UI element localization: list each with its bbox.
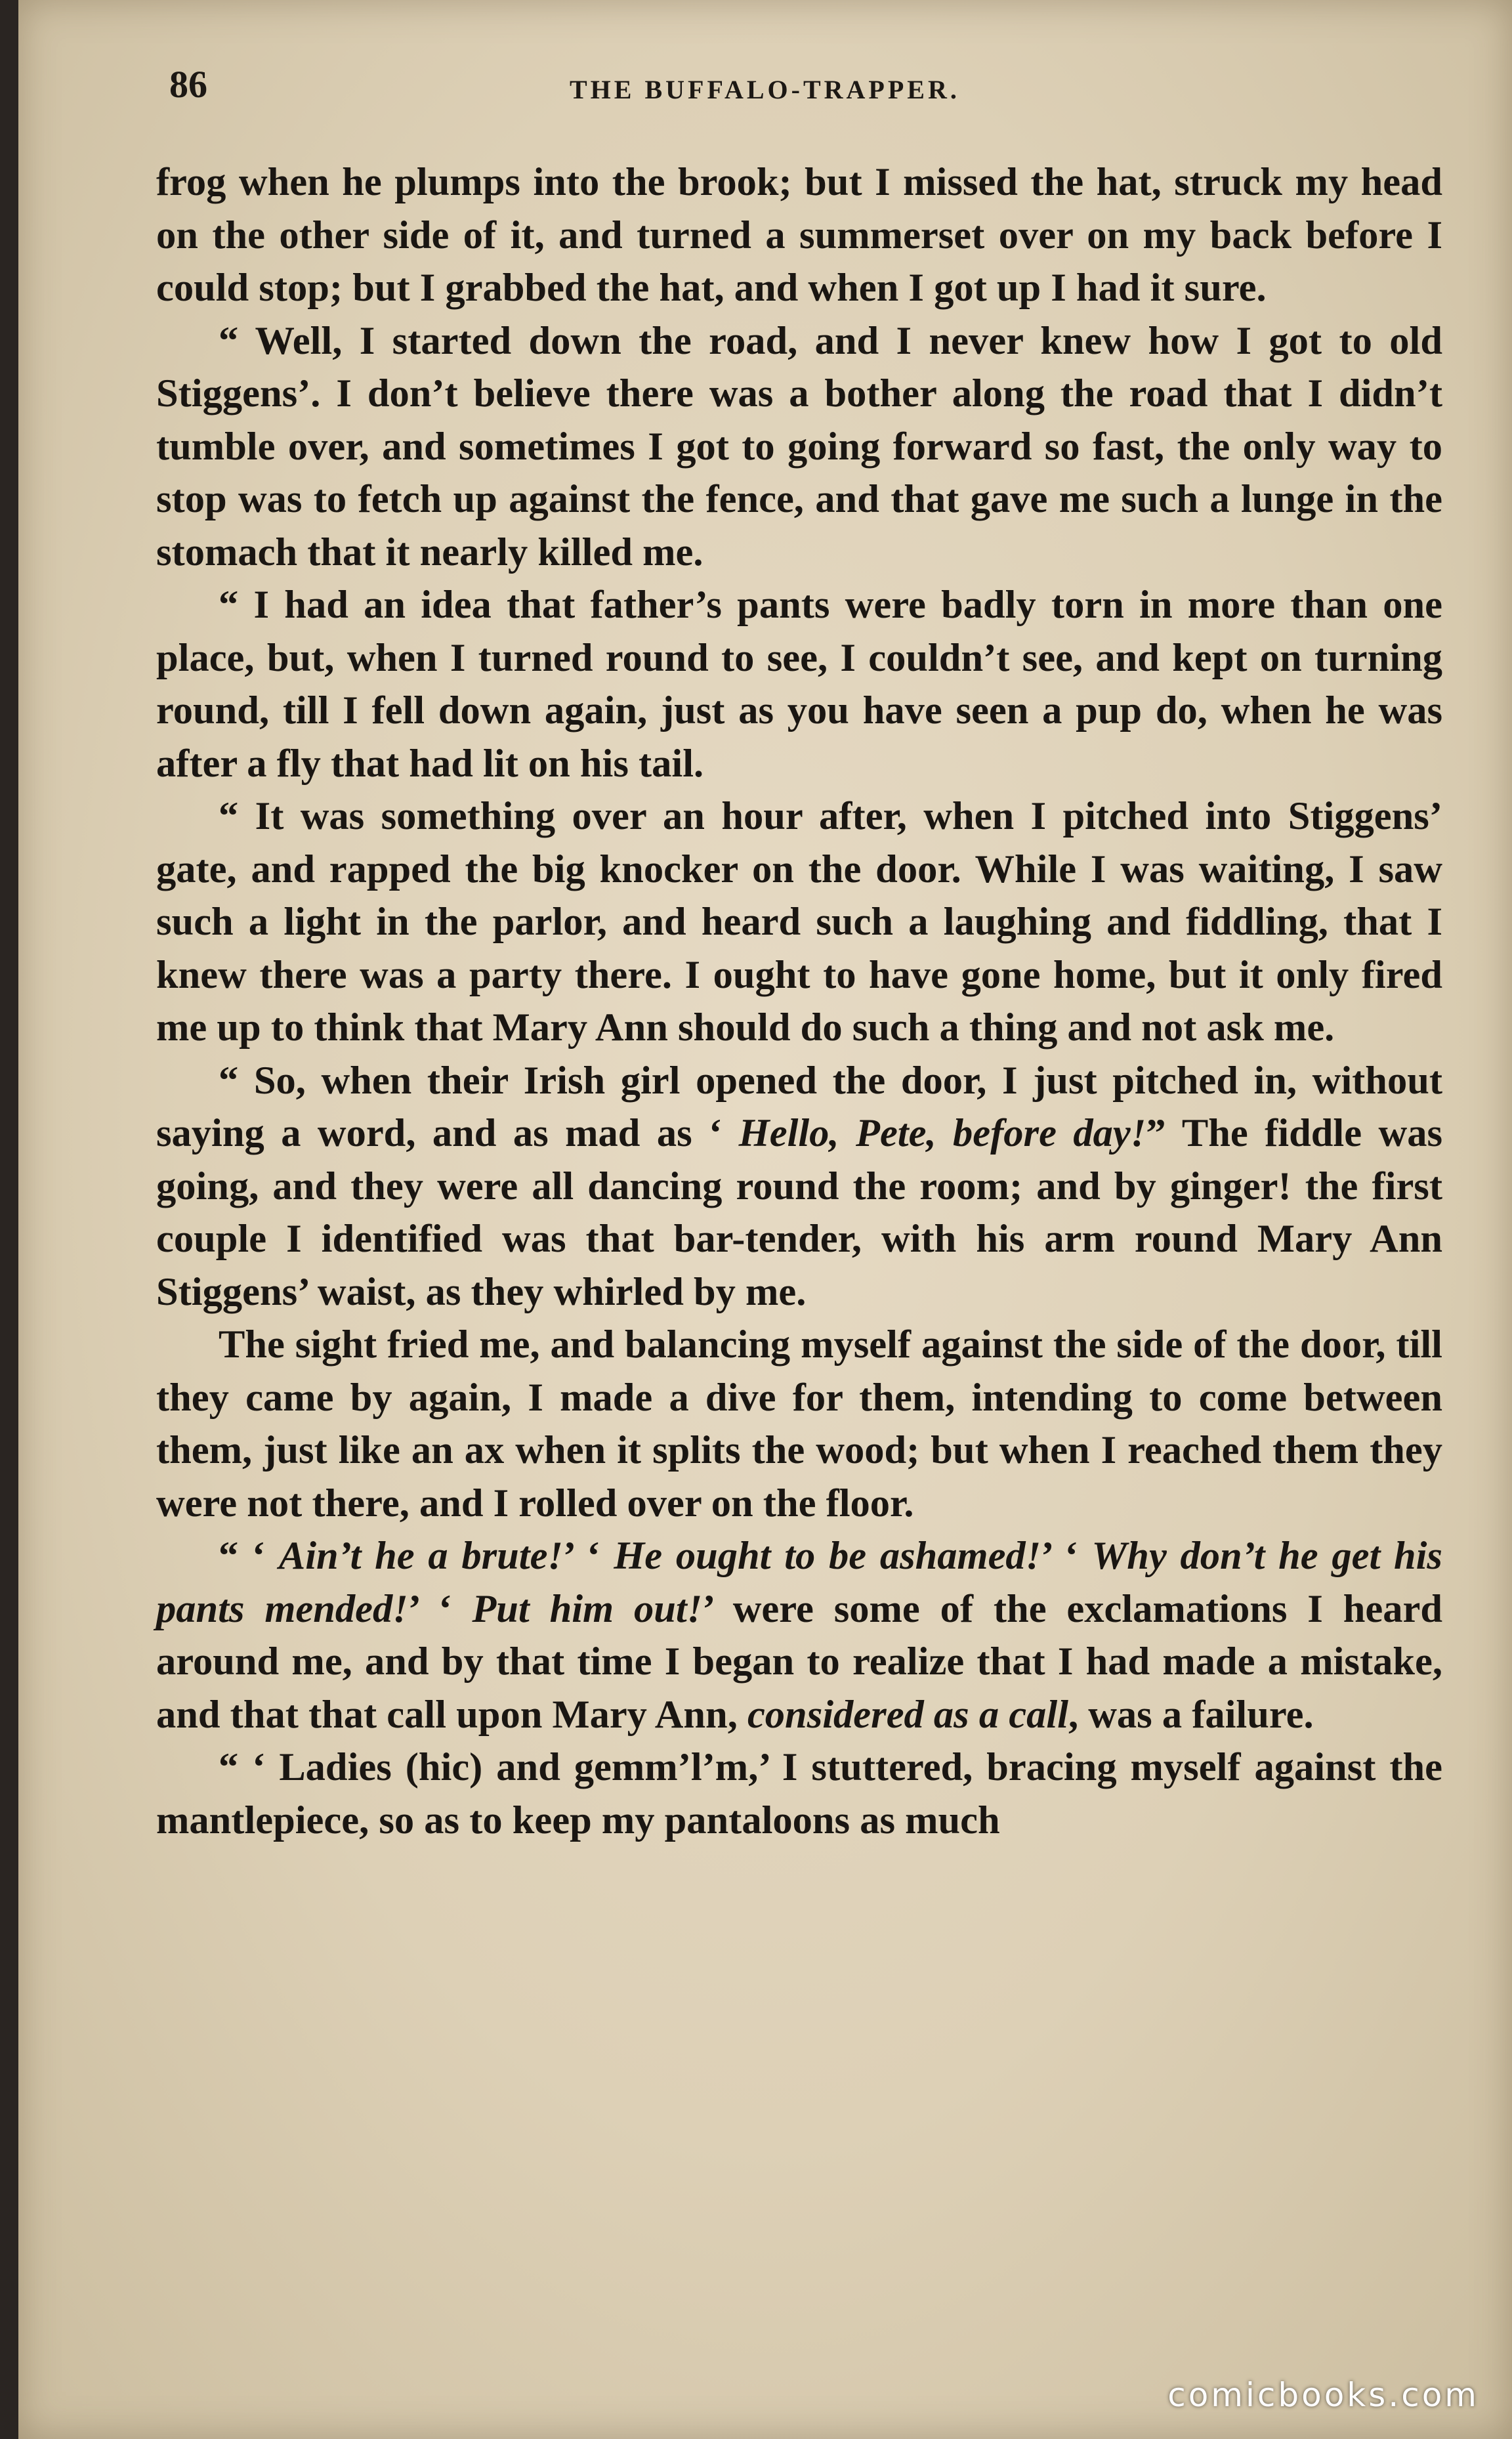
page-header bbox=[150, 62, 1446, 121]
paragraph bbox=[156, 1319, 1442, 1530]
paragraph bbox=[156, 156, 1442, 315]
text-segment: ’ ‘ bbox=[408, 1586, 472, 1631]
text-segment: “ It was something over an hour after, when I pitched into Stiggens’ gate, and rapped the big knocker on the door. While I was waiting, I saw such a light in the parlor, and heard such a laughing and fiddling, that I knew there was a party there. I ought to have gone home, but it only fired me up to think that Mary Ann should do such a thing and not ask me. bbox=[156, 794, 1442, 1050]
italic-text: considered as a call bbox=[747, 1692, 1068, 1737]
paragraph bbox=[156, 579, 1442, 790]
paragraph bbox=[156, 1741, 1442, 1847]
text-segment: “ ‘ bbox=[219, 1534, 279, 1578]
paragraph bbox=[156, 1055, 1442, 1319]
text-segment: frog when he plumps into the brook; but I missed the hat, struck my head on the other side of it, and turned a summerset over on my back before I could stop; but I grabbed the hat, and when I got up I had it sure. bbox=[156, 160, 1442, 310]
text-segment: “ I had an idea that father’s pants were badly torn in more than one place, but, when I turned round to see, I couldn’t see, and kept on turning round, till I fell down again, just as you have seen a pup do, when he was after a fly that had lit on his tail. bbox=[156, 583, 1442, 786]
text-segment: ’ ‘ bbox=[1041, 1534, 1092, 1578]
paragraph bbox=[156, 790, 1442, 1055]
text-segment: , was a failure. bbox=[1068, 1692, 1314, 1737]
page-number: 86 bbox=[169, 63, 207, 106]
running-head: THE BUFFALO-TRAPPER. bbox=[570, 75, 960, 104]
paragraph bbox=[156, 315, 1442, 580]
italic-text: Hello, Pete, before day! bbox=[738, 1111, 1146, 1155]
italic-text: Why don’t he get his pants mended! bbox=[156, 1534, 1442, 1631]
book-page bbox=[18, 0, 1512, 2439]
watermark: comicbooks.com bbox=[1167, 2376, 1479, 2414]
text-segment: The sight fried me, and balancing myself against the side of the door, till they came by again, I made a dive for them, intending to come between them, just like an ax when it splits the wood; but when I reached them they were not there, and I rolled over on the floor. bbox=[156, 1323, 1442, 1525]
italic-text: Ain’t he a brute! bbox=[278, 1534, 563, 1578]
text-segment: ’ ‘ bbox=[562, 1534, 614, 1578]
paragraph bbox=[156, 1530, 1442, 1741]
italic-text: He ought to be ashamed! bbox=[614, 1534, 1041, 1578]
italic-text: Put him out! bbox=[472, 1586, 703, 1631]
body-text bbox=[156, 156, 1442, 1847]
text-segment: ’ were some of the exclamations I heard around me, and by that time I began to realize that I had made a mistake, and that that call upon Mary Ann, bbox=[156, 1586, 1442, 1737]
text-segment: “ ‘ Ladies (hic) and gemm’l’m,’ I stuttered, bracing myself against the mantlepiece, so as to keep my pantaloons as much bbox=[156, 1745, 1442, 1842]
text-segment: ” The fiddle was going, and they were all dancing round the room; and by ginger! the first couple I identified was that bar-tender, with his arm round Mary Ann Stiggens’ waist, as they whirled by me. bbox=[156, 1111, 1442, 1314]
text-segment: “ Well, I started down the road, and I never knew how I got to old Stiggens’. I don’t believe there was a bother along the road that I didn’t tumble over, and sometimes I got to going forward so fast, the only way to stop was to fetch up against the fence, and that gave me such a lunge in the stomach that it nearly killed me. bbox=[156, 318, 1442, 574]
text-segment: “ So, when their Irish girl opened the door, I just pitched in, without saying a word, and as mad as ‘ bbox=[156, 1058, 1442, 1155]
